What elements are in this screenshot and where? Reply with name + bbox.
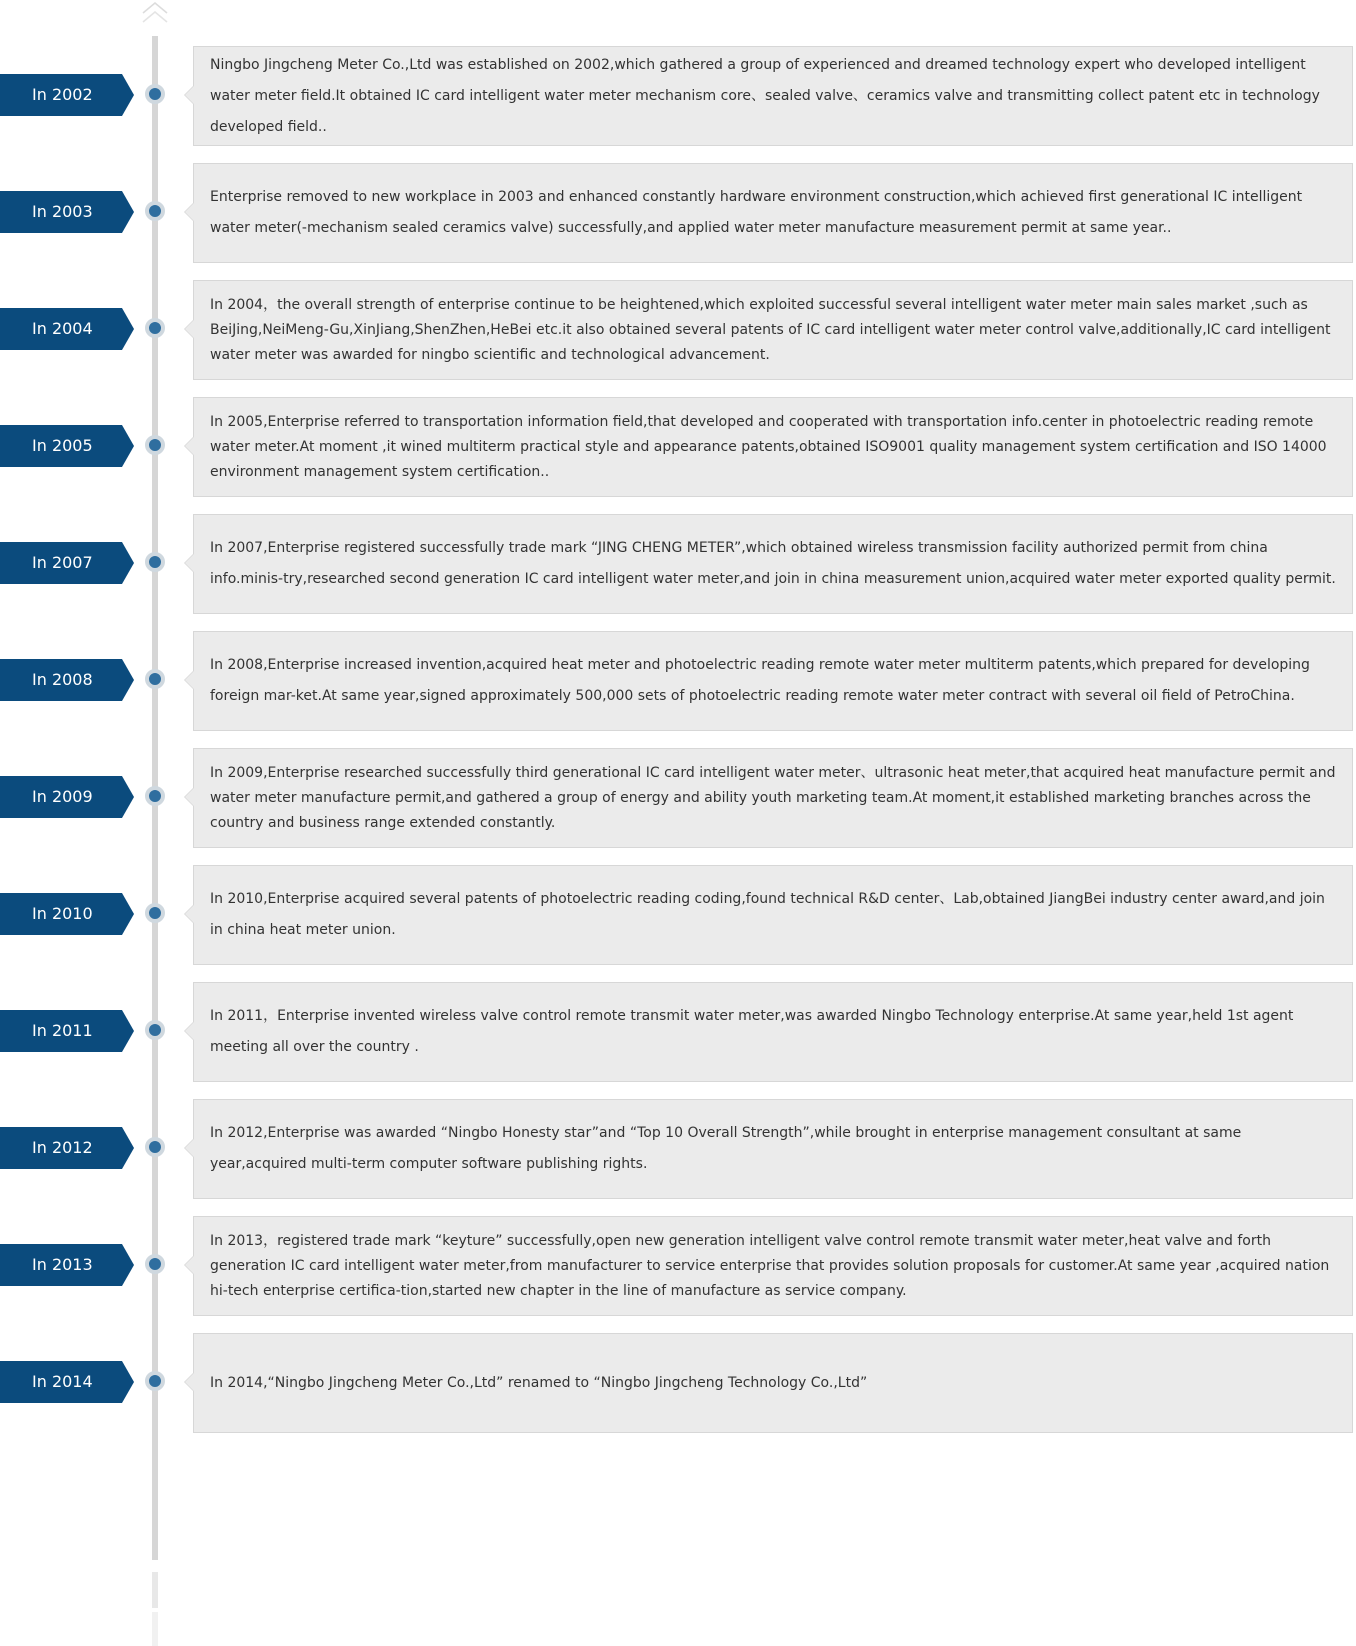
timeline-card xyxy=(193,163,1353,263)
timeline-description: Enterprise removed to new workplace in 2003 and enhanced constantly hardware environment construction,which achieved first generational IC intelligent water meter(-mechanism sealed ceramics valve) successfully,and applied water meter manufacture measurement permit at same year.. xyxy=(210,189,1303,236)
timeline-description: In 2005,Enterprise referred to transportation information field,that developed and cooperated with transportation info.center in photoelectric reading remote water meter.At moment ,it wined multiterm practical style and appearance patents,obtained ISO9001 quality management system certification and ISO 14000 environment management system certification.. xyxy=(210,413,1327,480)
timeline-card xyxy=(193,982,1353,1082)
timeline-dot xyxy=(145,669,165,689)
timeline-dot xyxy=(145,552,165,572)
timeline-item xyxy=(0,746,1356,848)
timeline-card xyxy=(193,865,1353,965)
timeline-description: In 2010,Enterprise acquired several patents of photoelectric reading coding,found technical R&D center、Lab,obtained JiangBei industry center award,and join in china heat meter union. xyxy=(210,891,1325,938)
year-label: In 2008 xyxy=(0,659,122,701)
year-label: In 2013 xyxy=(0,1244,122,1286)
timeline-track-fade xyxy=(152,1572,158,1608)
year-label: In 2010 xyxy=(0,893,122,935)
timeline-item xyxy=(0,395,1356,497)
timeline-item xyxy=(0,278,1356,380)
timeline-item xyxy=(0,1097,1356,1199)
timeline-card xyxy=(193,631,1353,731)
timeline-description: In 2007,Enterprise registered successfully trade mark “JING CHENG METER”,which obtained wireless transmission facility authorized permit from china info.minis-try,researched second generation IC card intelligent water meter,and join in china measurement union,acquired water meter exported quality permit. xyxy=(210,540,1336,587)
timeline-item xyxy=(0,512,1356,614)
timeline-dot xyxy=(145,318,165,338)
timeline-dot xyxy=(145,201,165,221)
timeline-description: In 2009,Enterprise researched successfully third generational IC card intelligent water meter、ultrasonic heat meter,that acquired heat manufacture permit and water meter manufacture permit,and gathered a group of energy and ability youth marketing team.At moment,it established marketing branches across the country and business range extended constantly. xyxy=(210,764,1336,831)
timeline-item xyxy=(0,980,1356,1082)
timeline-card xyxy=(193,46,1353,146)
timeline-description: In 2011，Enterprise invented wireless valve control remote transmit water meter,was awarded Ningbo Technology enterprise.At same year,held 1st agent meeting all over the country . xyxy=(210,1008,1294,1055)
year-label: In 2011 xyxy=(0,1010,122,1052)
year-label: In 2007 xyxy=(0,542,122,584)
timeline-card xyxy=(193,514,1353,614)
timeline-description: In 2004，the overall strength of enterprise continue to be heightened,which exploited successful several intelligent water meter main sales market ,such as BeiJing,NeiMeng-Gu,XinJiang,ShenZhen,HeBei etc.it also obtained several patents of IC card intelligent water meter control valve,additionally,IC card intelligent water meter was awarded for ningbo scientific and technological advancement. xyxy=(210,296,1331,363)
timeline-track-fade-end xyxy=(152,1612,158,1646)
timeline-dot xyxy=(145,1254,165,1274)
timeline-card xyxy=(193,748,1353,848)
timeline-description: In 2008,Enterprise increased invention,acquired heat meter and photoelectric reading remote water meter multiterm patents,which prepared for developing foreign mar-ket.At same year,signed approximately 500,000 sets of photoelectric reading remote water meter contract with several oil field of PetroChina. xyxy=(210,657,1310,704)
timeline-card xyxy=(193,1333,1353,1433)
year-label: In 2005 xyxy=(0,425,122,467)
year-label: In 2014 xyxy=(0,1361,122,1403)
timeline-dot xyxy=(145,903,165,923)
timeline-card xyxy=(193,1099,1353,1199)
timeline-dot xyxy=(145,1020,165,1040)
year-label: In 2004 xyxy=(0,308,122,350)
timeline-dot xyxy=(145,435,165,455)
year-label: In 2012 xyxy=(0,1127,122,1169)
year-label: In 2002 xyxy=(0,74,122,116)
timeline-item xyxy=(0,1331,1356,1433)
timeline-item xyxy=(0,1214,1356,1316)
scroll-up-chevron-icon[interactable] xyxy=(140,0,170,26)
year-label: In 2009 xyxy=(0,776,122,818)
timeline-description: In 2013，registered trade mark “keyture” successfully,open new generation intelligent valve control remote transmit water meter,heat valve and forth generation IC card intelligent water meter,from manufacturer to service enterprise that provides solution proposals for customer.At same year ,acquired nation hi-tech enterprise certifica-tion,started new chapter in the line of manufacture as service company. xyxy=(210,1232,1330,1299)
timeline-item xyxy=(0,863,1356,965)
timeline-card xyxy=(193,280,1353,380)
timeline-item xyxy=(0,44,1356,146)
timeline-dot xyxy=(145,786,165,806)
year-label: In 2003 xyxy=(0,191,122,233)
timeline-item xyxy=(0,629,1356,731)
timeline-item xyxy=(0,161,1356,263)
timeline-dot xyxy=(145,84,165,104)
timeline-description: Ningbo Jingcheng Meter Co.,Ltd was established on 2002,which gathered a group of experienced and dreamed technology expert who developed intelligent water meter field.It obtained IC card intelligent water meter mechanism core、sealed valve、ceramics valve and transmitting collect patent etc in technology developed field.. xyxy=(210,56,1320,135)
timeline-card xyxy=(193,1216,1353,1316)
timeline-description: In 2012,Enterprise was awarded “Ningbo Honesty star”and “Top 10 Overall Strength”,while brought in enterprise management consultant at same year,acquired multi-term computer software publishing rights. xyxy=(210,1125,1242,1172)
timeline-dot xyxy=(145,1371,165,1391)
timeline-card xyxy=(193,397,1353,497)
timeline-description: In 2014,“Ningbo Jingcheng Meter Co.,Ltd” renamed to “Ningbo Jingcheng Technology Co.,Ltd” xyxy=(210,1374,868,1391)
timeline-dot xyxy=(145,1137,165,1157)
